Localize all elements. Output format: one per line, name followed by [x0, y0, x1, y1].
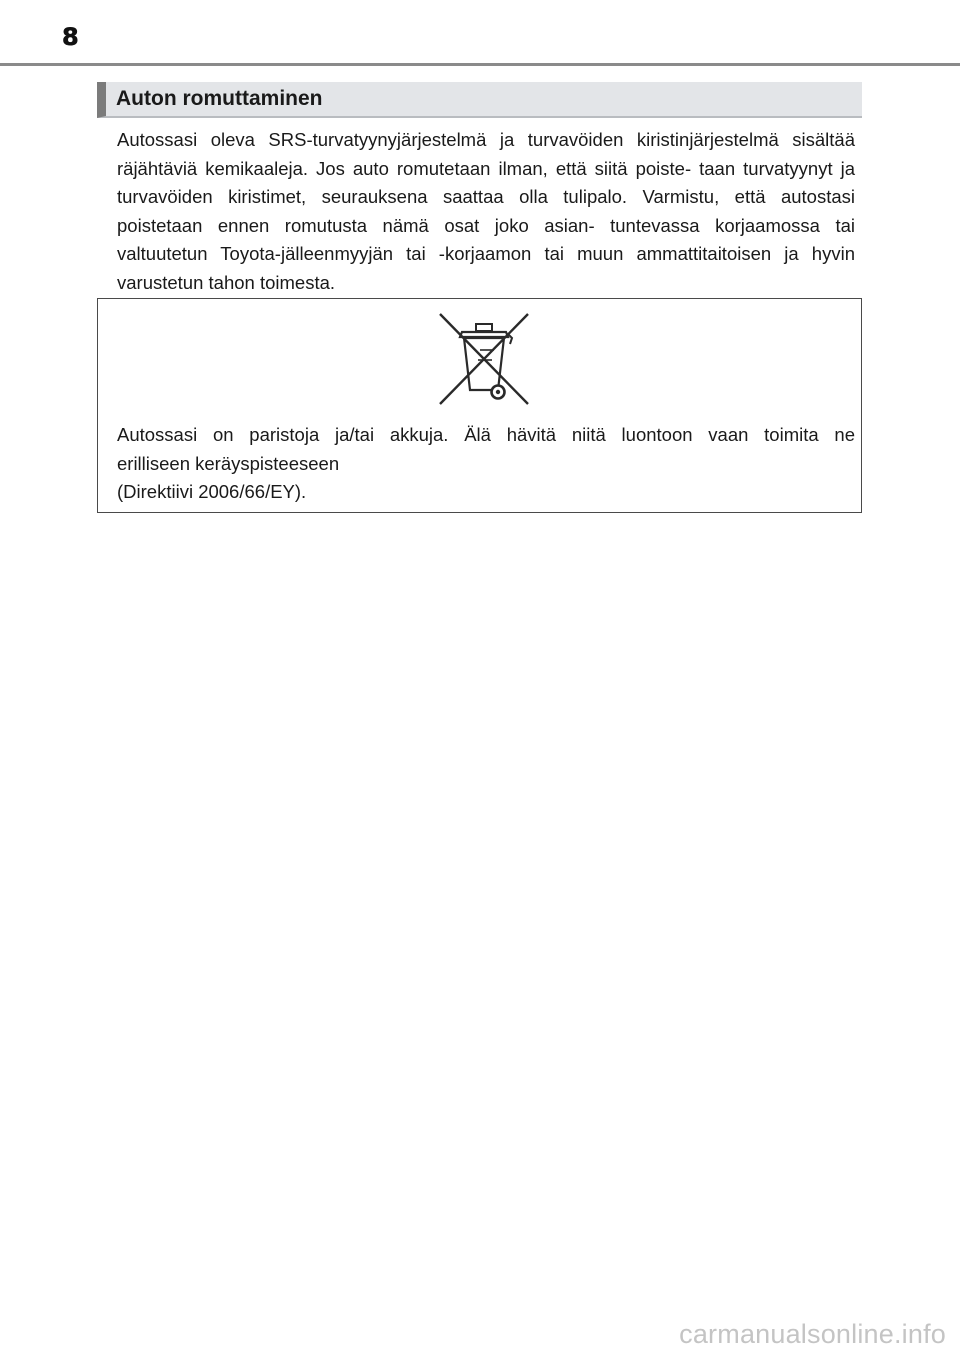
- notice-line-2: erilliseen keräyspisteeseen: [117, 452, 340, 474]
- header-rule: [0, 63, 960, 66]
- notice-text: [117, 421, 855, 507]
- crossed-out-wheelie-bin-icon: [436, 310, 532, 408]
- notice-line-3: (Direktiivi 2006/66/EY).: [117, 481, 307, 503]
- section-header: [97, 82, 862, 118]
- section-paragraph: Autossasi oleva SRS-turvatyynyjärjestelmä ja turvavöiden kiristinjärjestelmä sisältää räjähtäviä kemikaaleja. Jos auto romutetaan ilman, että siitä poiste- taan turvatyynyt ja turvavöiden kiristimet, seurauksena saattaa olla tulipalo. Varmistu, että autostasi poistetaan ennen romutusta nämä osat joko asian- tuntevassa korjaamossa tai valtuutetun Toyota-jälleenmyyjän tai -korjaamon tai muun ammattitaitoisen ja hyvin varustetun tahon toimesta.: [117, 129, 855, 293]
- page-number: 8: [62, 23, 79, 51]
- watermark: carmanualsonline.info: [679, 1319, 946, 1349]
- section-title: Auton romuttaminen: [116, 87, 323, 110]
- notice-line-1: Autossasi on paristoja ja/tai akkuja. Älä hävitä niitä luontoon vaan toimita ne: [117, 424, 855, 445]
